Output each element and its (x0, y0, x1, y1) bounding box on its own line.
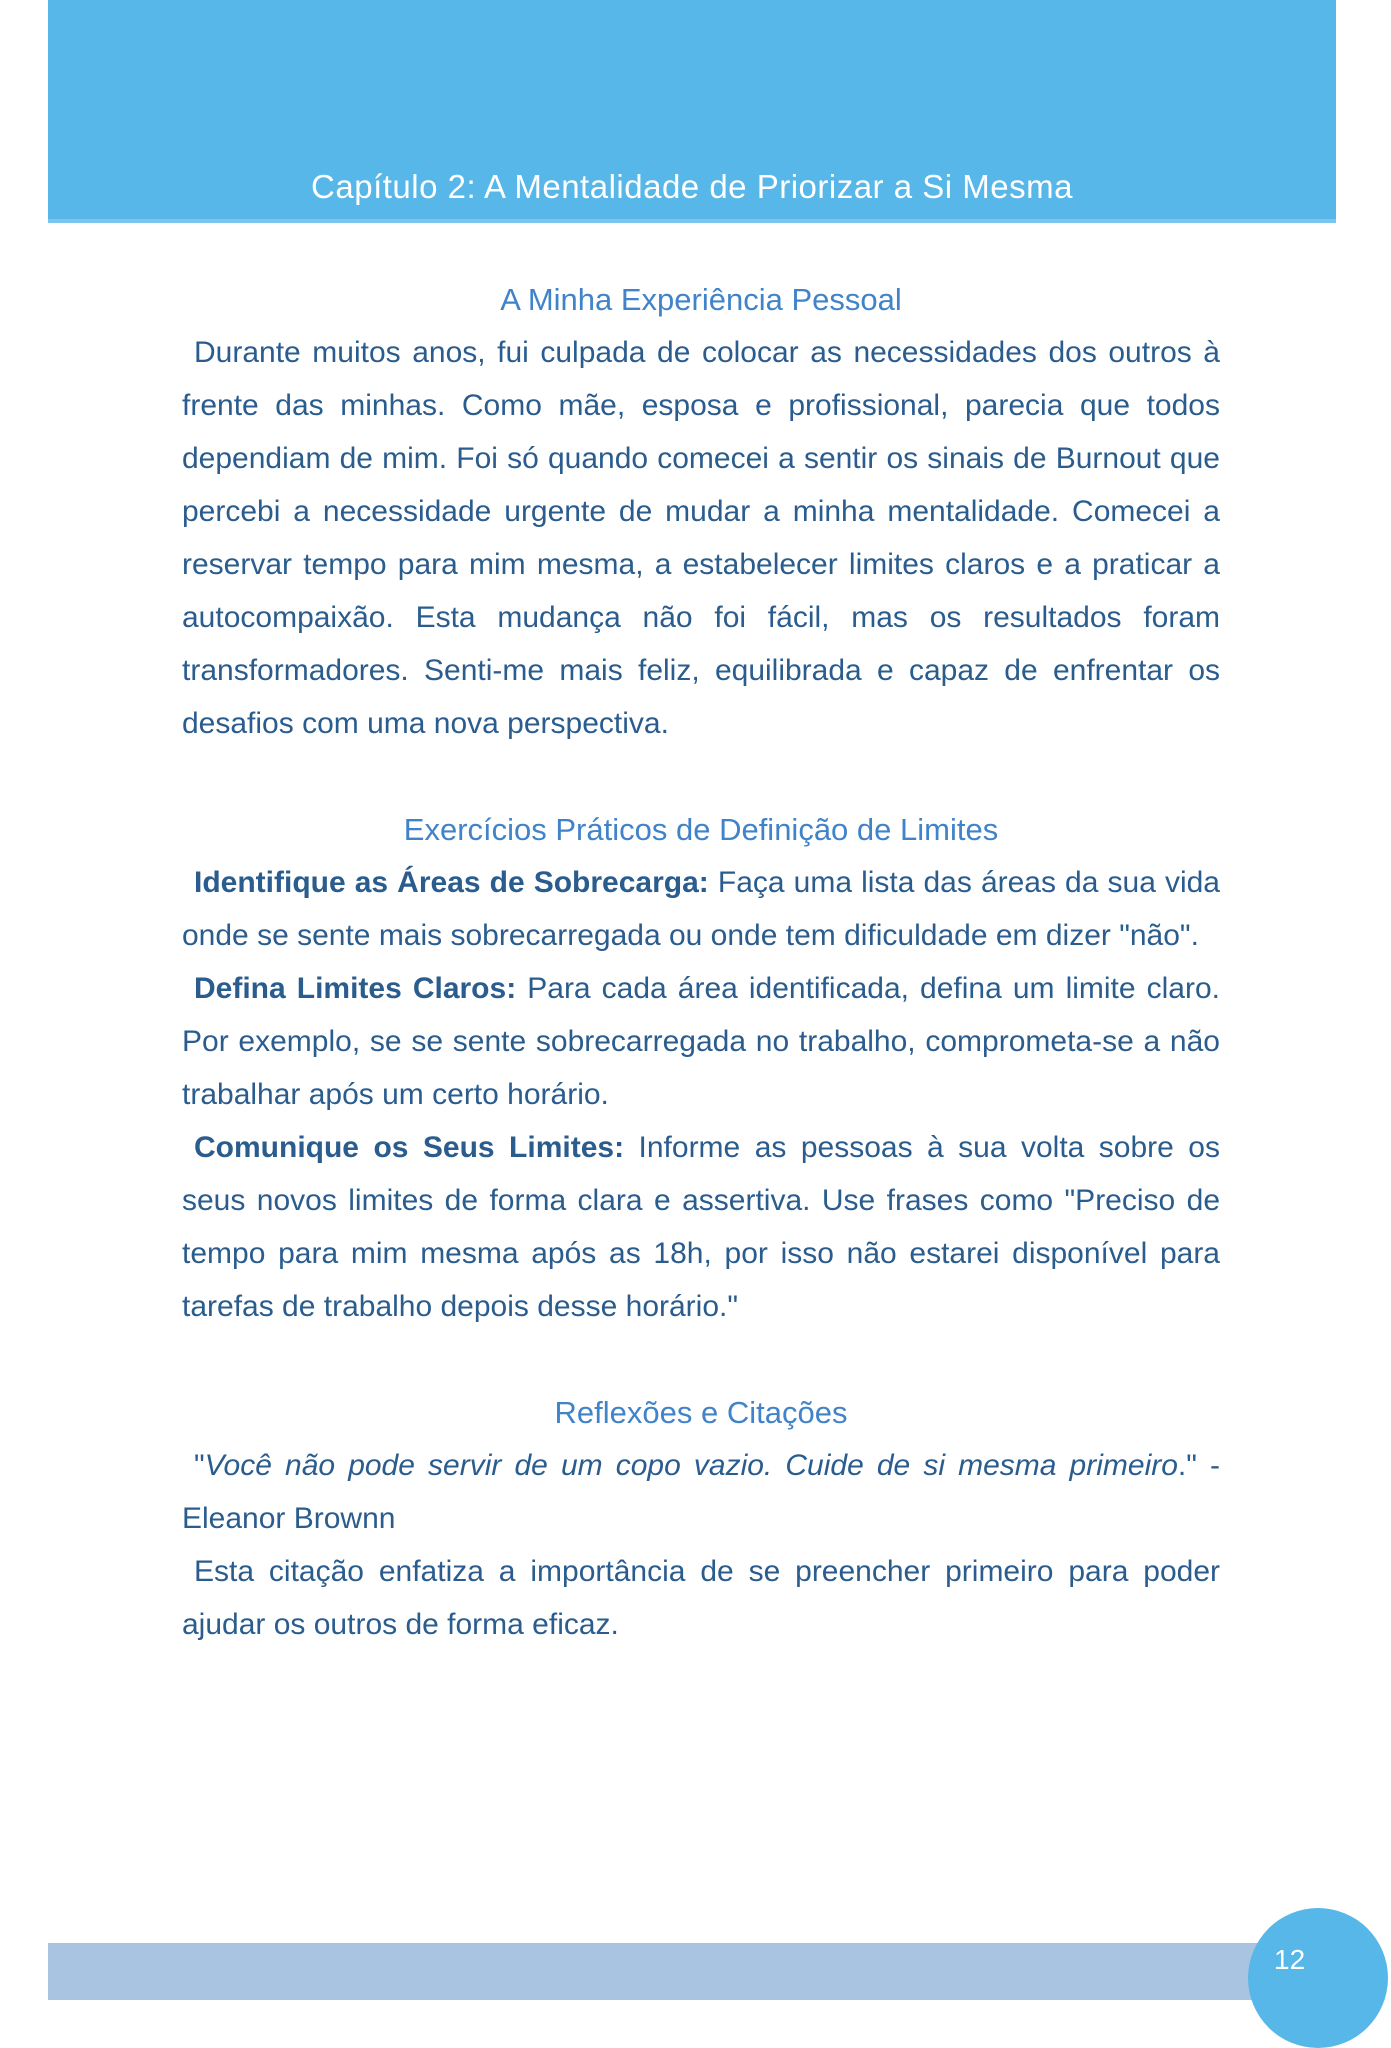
page-number-badge (1248, 1908, 1388, 2048)
exercise-identify-lead: Identifique as Áreas de Sobrecarga: (194, 866, 709, 899)
footer-band (48, 1943, 1336, 2000)
page-number: 12 (1274, 1944, 1306, 1975)
exercise-identify-text: Faça uma lista das áreas da sua vida onde se sente mais sobrecarregada ou onde tem dificuldade em dizer "não". (182, 866, 1220, 952)
exercise-define-lead: Defina Limites Claros: (194, 972, 517, 1005)
exercise-communicate-lead: Comunique os Seus Limites: (194, 1131, 625, 1164)
section-heading-reflections: Reflexões e Citações (554, 1395, 848, 1430)
quote-open-mark: " (194, 1449, 205, 1482)
paragraph-exercise-define (182, 962, 1220, 1121)
paragraph-quote-commentary: Esta citação enfatiza a importância de se preencher primeiro para poder ajudar os outros de forma eficaz. (182, 1555, 1220, 1641)
paragraph-quote (182, 1439, 1220, 1545)
exercise-communicate-text: Informe as pessoas à sua volta sobre os seus novos limites de forma clara e assertiva. Use frases como "Preciso de tempo para mim mesma após as 18h, por isso não estarei disponível para tarefas de trabalho depois desse horário." (182, 1131, 1220, 1323)
section-heading-personal-experience: A Minha Experiência Pessoal (500, 282, 902, 317)
exercise-define-text: Para cada área identificada, defina um limite claro. Por exemplo, se se sente sobrecarregada no trabalho, comprometa-se a não trabalhar após um certo horário. (182, 972, 1220, 1111)
paragraph-personal-experience: Durante muitos anos, fui culpada de colocar as necessidades dos outros à frente das minhas. Como mãe, esposa e profissional, parecia que todos dependiam de mim. Foi só quando comecei a sentir os sinais de Burnout que percebi a necessidade urgente de mudar a minha mentalidade. Comecei a reservar tempo para mim mesma, a estabelecer limites claros e a praticar a autocompaixão. Esta mudança não foi fácil, mas os resultados foram transformadores. Senti-me mais feliz, equilibrada e capaz de enfrentar os desafios com uma nova perspectiva. (182, 336, 1220, 740)
quote-attribution: ." - Eleanor Brownn (182, 1449, 1221, 1535)
chapter-title: Capítulo 2: A Mentalidade de Priorizar a Si Mesma (311, 168, 1073, 205)
section-heading-exercises: Exercícios Práticos de Definição de Limites (403, 812, 999, 847)
chapter-header-band (48, 0, 1336, 223)
page-content (182, 223, 1220, 1651)
quote-italic-text: Você não pode servir de um copo vazio. Cuide de si mesma primeiro (204, 1449, 1178, 1482)
paragraph-exercise-identify (182, 856, 1220, 962)
paragraph-exercise-communicate (182, 1121, 1220, 1333)
